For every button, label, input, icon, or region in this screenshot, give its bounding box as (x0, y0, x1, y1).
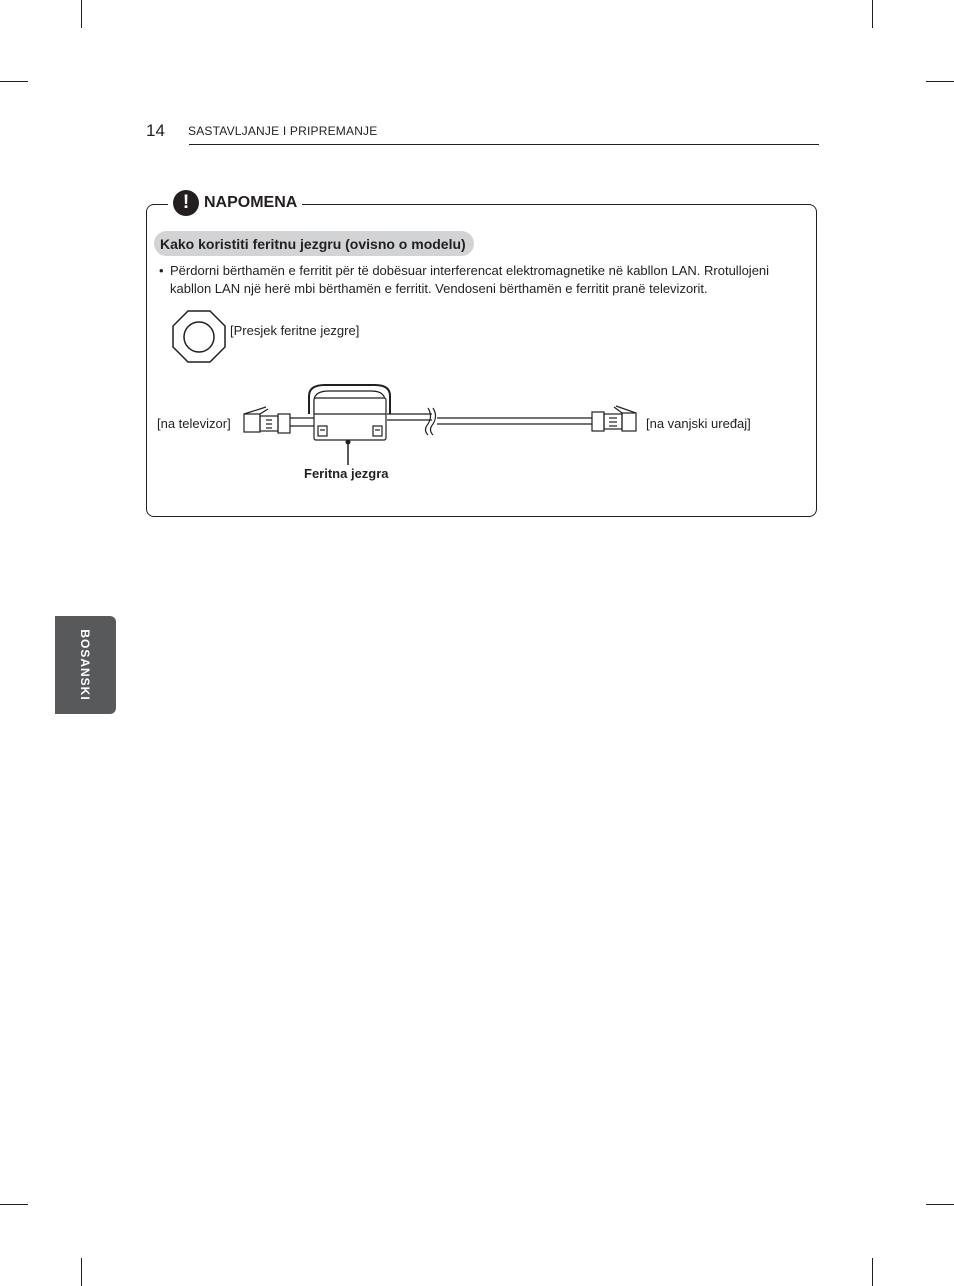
note-subtitle: Kako koristiti feritnu jezgru (ovisno o modelu) (154, 231, 474, 256)
bullet-text: Përdorni bërthamën e ferritit për të dobësuar interferencat elektromagnetike në kabllon LAN. Rrotullojeni kabllon LAN një herë mbi bërthamën e ferritit. Vendoseni bërthamën e ferritit pranë televizorit. (170, 263, 770, 296)
page-number: 14 (146, 121, 165, 140)
tv-side-label: [na televizor] (157, 416, 231, 431)
cross-section-label: [Presjek feritne jezgre] (230, 323, 360, 338)
ferrite-cross-section-icon (173, 311, 225, 362)
right-lan-connector-icon (592, 406, 636, 431)
section-title: SASTAVLJANJE I PRIPREMANJE (188, 124, 378, 138)
left-lan-connector-icon (244, 407, 290, 433)
language-label: BOSANSKI (78, 629, 92, 701)
ferrite-core-label: Feritna jezgra (304, 466, 389, 481)
exclamation-icon: ! (173, 190, 199, 216)
external-device-label: [na vanjski uređaj] (646, 416, 751, 431)
note-title: NAPOMENA (204, 194, 298, 211)
ferrite-core-icon (309, 385, 390, 440)
bullet-icon: • (159, 263, 164, 278)
